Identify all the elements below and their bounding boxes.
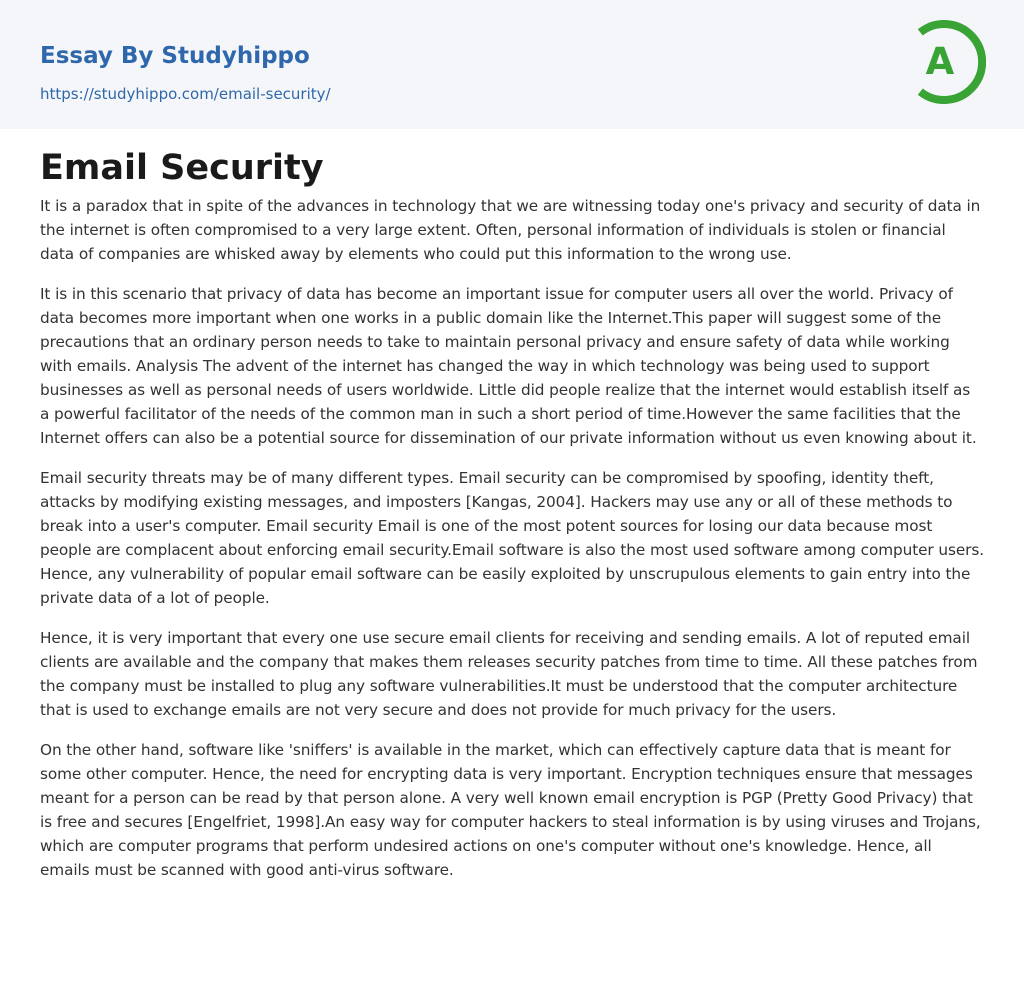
essay-paragraph: It is in this scenario that privacy of data has become an important issue for computer users all over the world. Privacy of data becomes more important when one works in a public domain like the Internet.This paper will suggest some of the precautions that an ordinary person needs to take to maintain personal privacy and ensure safety of data while working with emails. Analysis The advent of the internet has changed the way in which technology was being used to support businesses as well as personal needs of users worldwide. Little did people realize that the internet would establish itself as a powerful facilitator of the needs of the common man in such a short period of time.However the same facilities that the Internet offers can also be a potential source for dissemination of our private information without us even knowing about it. bbox=[40, 285, 977, 447]
studyhippo-logo-icon[interactable] bbox=[912, 19, 986, 105]
essay-url-link[interactable]: https://studyhippo.com/email-security/ bbox=[40, 85, 331, 103]
essay-paragraph: Email security threats may be of many different types. Email security can be compromised by spoofing, identity theft, attacks by modifying existing messages, and imposters [Kangas, 2004]. Hackers may use any or all of these methods to break into a user's computer. Email security Email is one of the most potent sources for losing our data because most people are complacent about enforcing email security.Email software is also the most used software among computer users. Hence, any vulnerability of popular email software can be easily exploited by unscrupulous elements to gain entry into the private data of a lot of people. bbox=[40, 469, 984, 607]
brand-title[interactable]: Essay By Studyhippo bbox=[40, 43, 310, 69]
page-title: Email Security bbox=[40, 148, 324, 188]
logo-letter: A bbox=[925, 40, 955, 83]
essay-content bbox=[40, 142, 984, 898]
essay-paragraph: On the other hand, software like 'sniffers' is available in the market, which can effectively capture data that is meant for some other computer. Hence, the need for encrypting data is very important. Encryption techniques ensure that messages meant for a person can be read by that person alone. A very well known email encryption is PGP (Pretty Good Privacy) that is free and secures [Engelfriet, 1998].An easy way for computer hackers to steal information is by using viruses and Trojans, which are computer programs that perform undesired actions on one's computer without one's knowledge. Hence, all emails must be scanned with good anti-virus software. bbox=[40, 741, 981, 879]
essay-paragraph: Hence, it is very important that every one use secure email clients for receiving and sending emails. A lot of reputed email clients are available and the company that makes them releases security patches from time to time. All these patches from the company must be installed to plug any software vulnerabilities.It must be understood that the computer architecture that is used to exchange emails are not very secure and does not provide for much privacy for the users. bbox=[40, 629, 978, 719]
essay-paragraph: It is a paradox that in spite of the advances in technology that we are witnessing today one's privacy and security of data in the internet is often compromised to a very large extent. Often, personal information of individuals is stolen or financial data of companies are whisked away by elements who could put this information to the wrong use. bbox=[40, 197, 981, 263]
site-header bbox=[0, 0, 1024, 129]
